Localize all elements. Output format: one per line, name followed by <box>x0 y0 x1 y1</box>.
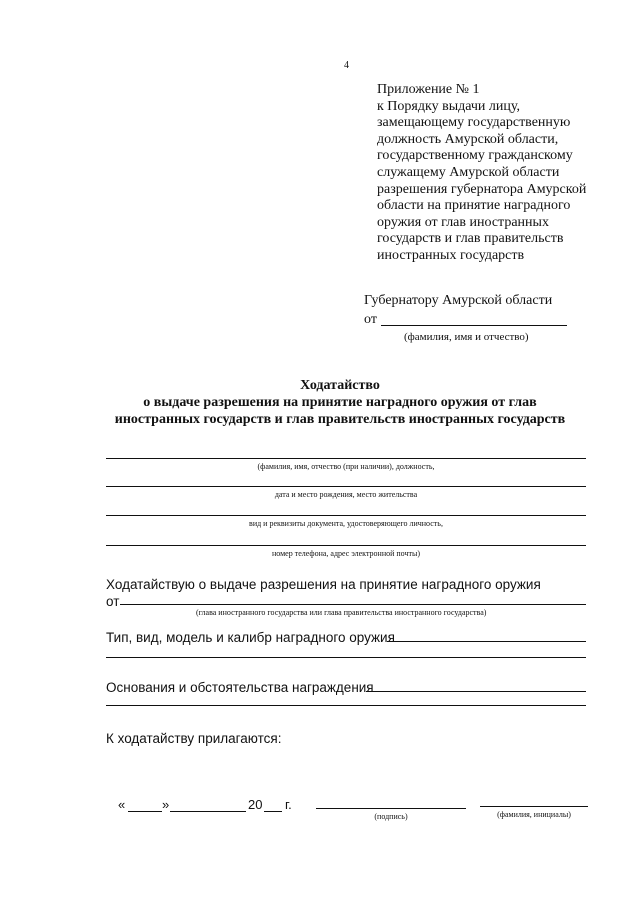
weapon-field[interactable] <box>387 641 586 642</box>
page-number: 4 <box>344 60 349 71</box>
document-title: Ходатайство <box>300 378 380 393</box>
date-year-suffix: г. <box>285 797 292 812</box>
date-year-prefix: 20 <box>248 797 263 812</box>
appendix-line: иностранных государств <box>377 247 525 263</box>
appendix-line: государств и глав правительств <box>377 231 564 247</box>
date-year-field[interactable] <box>264 811 282 812</box>
appendix-line: к Порядку выдачи лицу, <box>377 98 520 114</box>
date-quote-open: « <box>118 797 126 812</box>
field-hint: номер телефона, адрес электронной почты) <box>271 549 421 558</box>
signature-field[interactable] <box>316 808 466 809</box>
identity-document-field[interactable] <box>106 515 586 516</box>
weapon-label: Тип, вид, модель и калибр наградного оружия <box>106 630 395 645</box>
request-from-label: от <box>106 594 120 609</box>
appendix-line: Приложение № 1 <box>377 82 480 97</box>
appendix-line: должность Амурской области, <box>377 131 559 147</box>
applicant-info-field[interactable] <box>106 458 586 459</box>
contact-field[interactable] <box>106 545 586 546</box>
appendix-line: оружия от глав иностранных <box>377 214 549 230</box>
field-hint: вид и реквизиты документа, удостоверяющего личность, <box>249 519 443 528</box>
grounds-field-continued[interactable] <box>106 705 586 706</box>
applicant-name-field[interactable] <box>381 325 567 326</box>
from-label: от <box>364 312 377 327</box>
applicant-name-hint: (фамилия, имя и отчество) <box>404 331 529 343</box>
signature-hint: (подпись) <box>374 812 408 821</box>
name-initials-field[interactable] <box>480 806 588 807</box>
appendix-line: государственному гражданскому <box>377 148 573 164</box>
date-month-field[interactable] <box>170 811 246 812</box>
appendix-line: разрешения губернатора Амурской <box>377 181 587 197</box>
date-quote-close: » <box>162 797 170 812</box>
appendix-line: области на принятие наградного <box>377 198 571 214</box>
grounds-field[interactable] <box>366 691 586 692</box>
document-subtitle-line: о выдаче разрешения на принятие наградного оружия от глав <box>143 395 537 410</box>
appendix-block <box>377 82 627 265</box>
field-hint: (глава иностранного государства или глава правительства иностранного государства) <box>196 608 487 617</box>
field-hint: (фамилия, имя, отчество (при наличии), должность, <box>257 462 435 471</box>
request-text: Ходатайствую о выдаче разрешения на принятие наградного оружия <box>106 577 541 592</box>
weapon-field-continued[interactable] <box>106 657 586 658</box>
appendix-line: служащему Амурской области <box>377 164 560 180</box>
name-initials-hint: (фамилия, инициалы) <box>497 810 571 819</box>
birth-residence-field[interactable] <box>106 486 586 487</box>
date-day-field[interactable] <box>128 811 162 812</box>
appendix-line: замещающему государственную <box>377 115 571 131</box>
document-subtitle-line: иностранных государств и глав правительств иностранных государств <box>114 412 566 427</box>
addressee: Губернатору Амурской области <box>364 293 553 308</box>
attachments-label: К ходатайству прилагаются: <box>106 731 282 746</box>
grounds-label: Основания и обстоятельства награждения <box>106 680 374 695</box>
field-hint: дата и место рождения, место жительства <box>274 490 418 499</box>
foreign-leader-field[interactable] <box>120 604 586 605</box>
